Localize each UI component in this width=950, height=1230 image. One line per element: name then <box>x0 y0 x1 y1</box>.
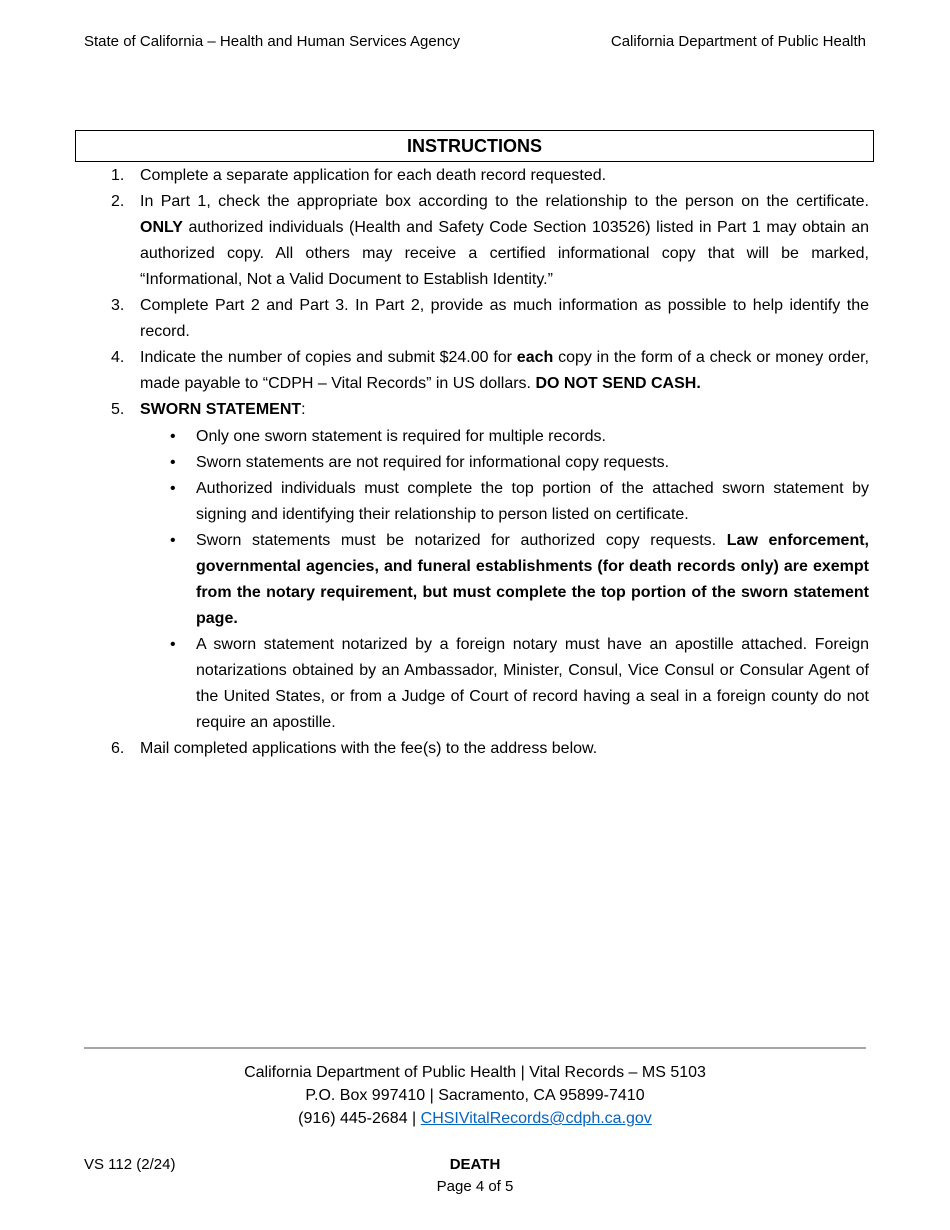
bullet-item <box>140 528 869 632</box>
header-agency: State of California – Health and Human Services Agency <box>84 33 461 50</box>
item-text: In Part 1, check the appropriate box according to the relationship to the person on the certificate. <box>140 193 869 210</box>
bullet-text: A sworn statement notarized by a foreign notary must have an apostille attached. Foreign notarizations obtained by an Ambassador, Minister, Consul, Vice Consul or Consular Agent of the United States, or from a Judge of Court of record having a seal in a foreign county do not require an apostille. <box>196 636 869 731</box>
item-number: 3. <box>111 297 125 314</box>
instruction-item-5 <box>0 397 869 736</box>
bullet-text: Sworn statements are not required for informational copy requests. <box>196 454 670 471</box>
item-emphasis: DO NOT SEND CASH. <box>535 375 701 392</box>
form-id: VS 112 (2/24) <box>84 1156 176 1173</box>
footer-contact <box>0 1110 950 1128</box>
instruction-item-6 <box>0 736 869 762</box>
bullet-icon: • <box>170 480 176 497</box>
instruction-item-2 <box>0 189 869 293</box>
bullet-emphasis: Law enforcement, governmental agencies, and funeral establishments (for death records only) are exempt from the notary requirement, but must complete the top portion of the sworn statement page. <box>196 532 870 627</box>
item-number: 4. <box>111 349 125 366</box>
instruction-item-3 <box>0 293 869 345</box>
bullet-item <box>140 476 869 528</box>
header-department: California Department of Public Health <box>610 33 866 50</box>
instruction-item-1 <box>0 163 869 189</box>
item-text: Complete a separate application for each death record requested. <box>140 167 607 184</box>
item-text: Mail completed applications with the fee(s) to the address below. <box>140 740 598 757</box>
bullet-item <box>140 450 869 476</box>
instructions-title: INSTRUCTIONS <box>75 130 874 162</box>
footer-address-line-1: California Department of Public Health | Vital Records – MS 5103 <box>244 1064 706 1081</box>
bullet-icon: • <box>170 428 176 445</box>
item-text: authorized individuals (Health and Safety Code Section 103526) listed in Part 1 may obtain an authorized copy. All others may receive a certified informational copy that will be marked, “Informational, Not a Valid Document to Establish Identity.” <box>140 219 869 288</box>
item-text: copy in the form of a check or money order, made payable to “CDPH – Vital Records” in US dollars. <box>140 349 869 392</box>
item-number: 1. <box>111 167 125 184</box>
sworn-statement-bullets <box>140 424 869 736</box>
bullet-icon: • <box>170 532 176 549</box>
bullet-text: Authorized individuals must complete the top portion of the attached sworn statement by signing and identifying their relationship to person listed on certificate. <box>196 480 869 523</box>
sworn-statement-heading: SWORN STATEMENT <box>140 401 302 418</box>
bullet-item <box>140 424 869 450</box>
item-text: : <box>301 401 306 418</box>
bullet-item <box>140 632 869 736</box>
page-number: Page 4 of 5 <box>436 1178 514 1195</box>
item-number: 2. <box>111 193 125 210</box>
footer-divider <box>84 1047 866 1049</box>
footer-email-link[interactable]: CHSIVitalRecords@cdph.ca.gov <box>420 1110 652 1127</box>
bullet-icon: • <box>170 454 176 471</box>
item-number: 6. <box>111 740 125 757</box>
instructions-list <box>0 163 950 762</box>
item-text: Indicate the number of copies and submit $24.00 for <box>140 349 517 366</box>
item-emphasis: each <box>516 349 554 366</box>
bullet-icon: • <box>170 636 176 653</box>
footer-address-line-2: P.O. Box 997410 | Sacramento, CA 95899-7410 <box>305 1087 645 1104</box>
item-number: 5. <box>111 401 125 418</box>
form-type: DEATH <box>449 1156 501 1173</box>
instruction-item-4 <box>0 345 869 397</box>
bullet-text: Only one sworn statement is required for multiple records. <box>196 428 606 445</box>
item-emphasis: ONLY <box>140 219 183 236</box>
footer-phone: (916) 445-2684 | <box>298 1110 421 1127</box>
bullet-text: Sworn statements must be notarized for authorized copy requests. <box>196 532 727 549</box>
item-text: Complete Part 2 and Part 3. In Part 2, provide as much information as possible to help identify the record. <box>140 297 869 340</box>
